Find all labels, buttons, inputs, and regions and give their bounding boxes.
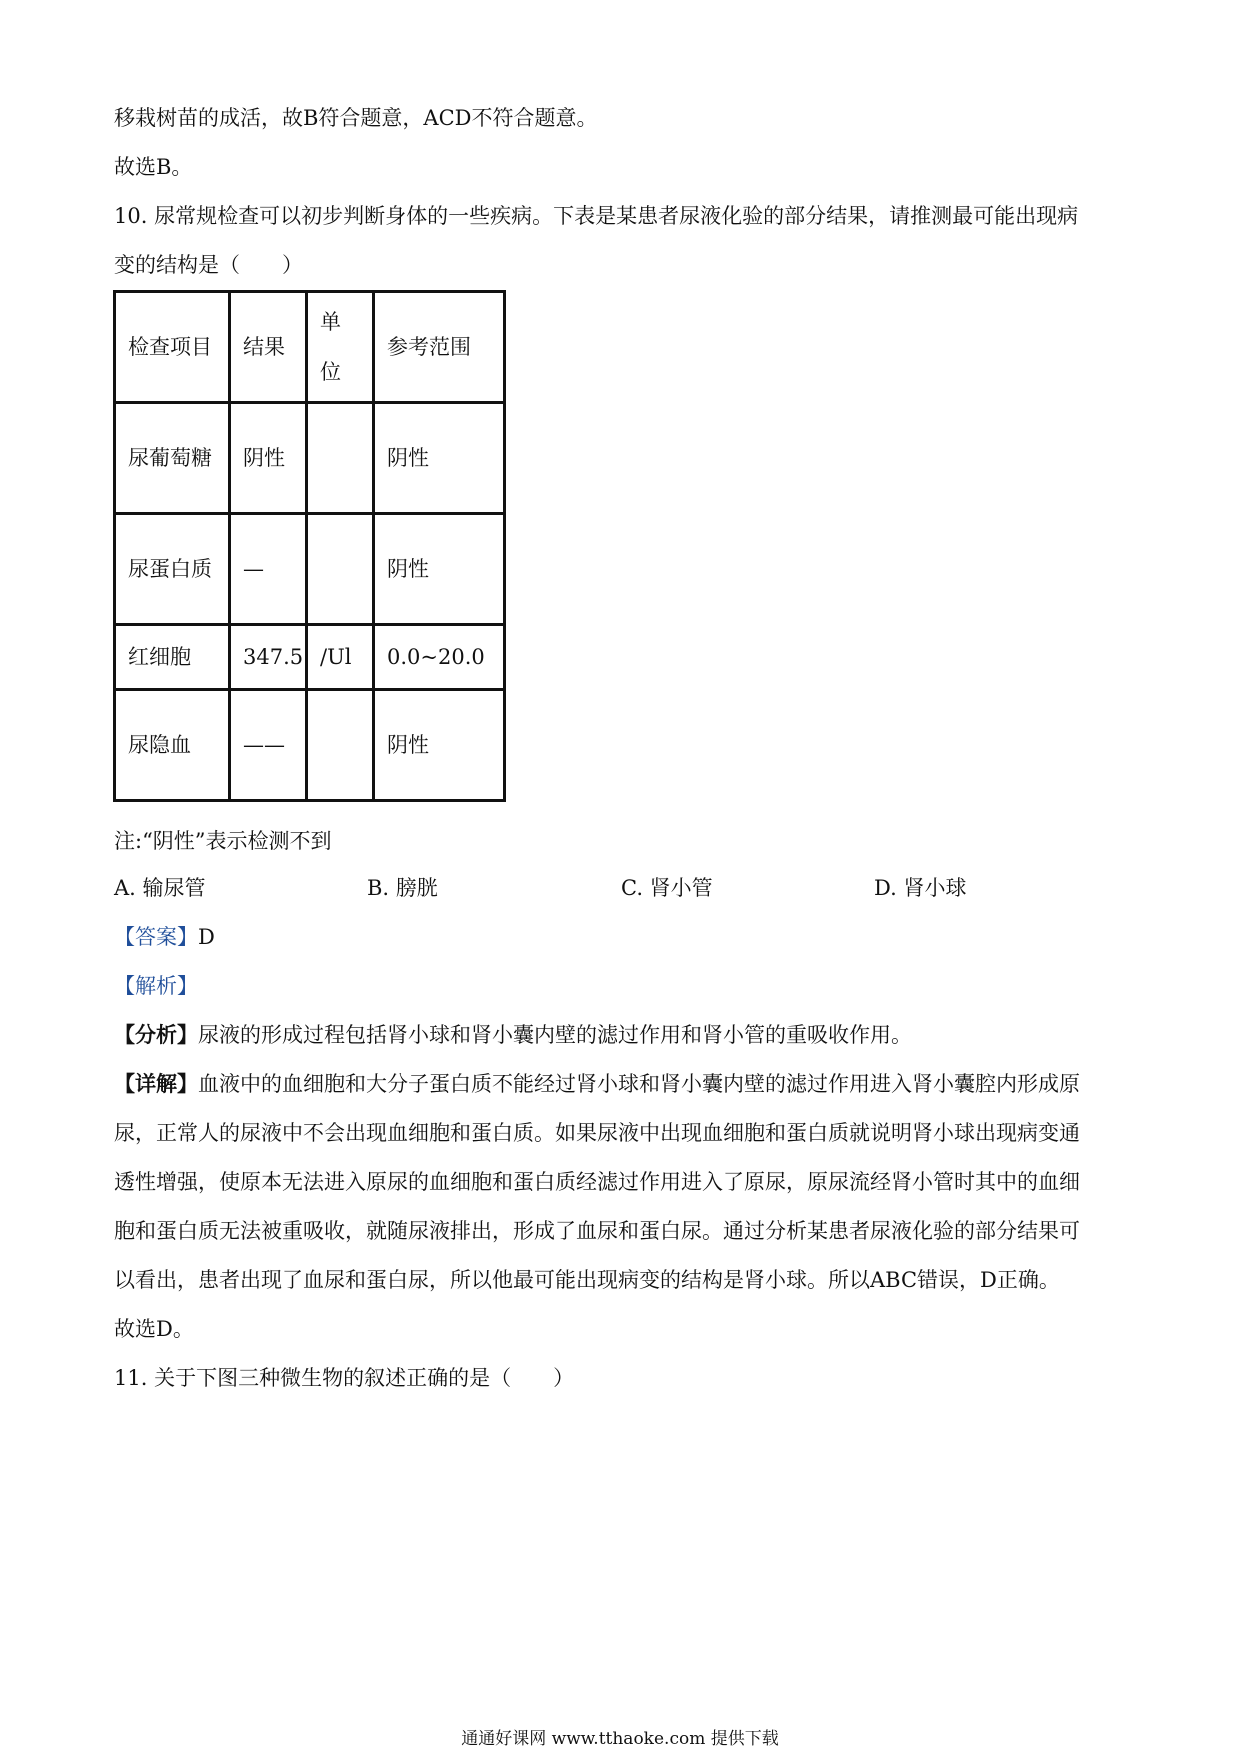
conclusion: 故选D。 xyxy=(114,1317,194,1341)
answer-options xyxy=(114,873,1114,903)
table-cell xyxy=(307,403,374,514)
table-cell: 0.0~20.0 xyxy=(374,625,505,690)
answer-label: 【答案】 xyxy=(114,925,198,949)
analysis-label: 【分析】 xyxy=(114,1022,198,1047)
table-cell xyxy=(307,690,374,801)
question-10-stem: 10. 尿常规检查可以初步判断身体的一些疾病。下表是某患者尿液化验的部分结果，请推测最可能出现病 xyxy=(114,204,1079,228)
detail-line: 尿，正常人的尿液中不会出现血细胞和蛋白质。如果尿液中出现血细胞和蛋白质就说明肾小球出现病变通 xyxy=(114,1121,1080,1145)
table-cell: 347.5 xyxy=(230,625,307,690)
analysis-line xyxy=(114,1020,912,1050)
answer-value: D xyxy=(198,925,215,949)
table-header-cell: 检查项目 xyxy=(115,292,230,403)
question-10-stem-cont: 变的结构是（ ） xyxy=(114,253,303,277)
table-header-cell: 参考范围 xyxy=(374,292,505,403)
table-row xyxy=(115,625,505,690)
option-a: A. 输尿管 xyxy=(114,876,206,900)
table-cell: 尿隐血 xyxy=(115,690,230,801)
table-note: 注:“阴性”表示检测不到 xyxy=(114,829,332,853)
page-footer: 通通好课网 www.tthaoke.com 提供下载 xyxy=(461,1729,779,1749)
question-11-stem: 11. 关于下图三种微生物的叙述正确的是（ ） xyxy=(114,1366,575,1390)
table-row xyxy=(115,514,505,625)
table-cell: 阴性 xyxy=(374,514,505,625)
text-line: 故选B。 xyxy=(114,155,193,179)
detail-label: 【详解】 xyxy=(114,1071,198,1096)
option-c: C. 肾小管 xyxy=(621,876,713,900)
table-row xyxy=(115,690,505,801)
table-cell: 尿蛋白质 xyxy=(115,514,230,625)
table-cell: 阴性 xyxy=(230,403,307,514)
analysis-heading: 【解析】 xyxy=(114,974,198,998)
table-cell: 尿葡萄糖 xyxy=(115,403,230,514)
urinalysis-table xyxy=(113,290,506,802)
detail-line: 以看出，患者出现了血尿和蛋白尿，所以他最可能出现病变的结构是肾小球。所以ABC错误，D正确。 xyxy=(114,1268,1060,1292)
text-line: 移栽树苗的成活，故B符合题意，ACD不符合题意。 xyxy=(114,106,598,130)
table-cell: 阴性 xyxy=(374,690,505,801)
detail-text: 血液中的血细胞和大分子蛋白质不能经过肾小球和肾小囊内壁的滤过作用进入肾小囊腔内形成原 xyxy=(198,1072,1080,1096)
table-cell: 阴性 xyxy=(374,403,505,514)
detail-line: 胞和蛋白质无法被重吸收，就随尿液排出，形成了血尿和蛋白尿。通过分析某患者尿液化验的部分结果可 xyxy=(114,1219,1080,1243)
option-d: D. 肾小球 xyxy=(874,876,967,900)
table-row xyxy=(115,403,505,514)
detail-line xyxy=(114,1069,1080,1099)
table-header-cell xyxy=(307,292,374,403)
table-header-row xyxy=(115,292,505,403)
detail-line: 透性增强，使原本无法进入原尿的血细胞和蛋白质经滤过作用进入了原尿，原尿流经肾小管时其中的血细 xyxy=(114,1170,1080,1194)
table-header-cell: 结果 xyxy=(230,292,307,403)
unit-header-text: 单位 xyxy=(320,310,341,384)
analysis-text: 尿液的形成过程包括肾小球和肾小囊内壁的滤过作用和肾小管的重吸收作用。 xyxy=(198,1023,912,1047)
option-b: B. 膀胱 xyxy=(367,876,438,900)
table-cell: 红细胞 xyxy=(115,625,230,690)
table-cell xyxy=(307,514,374,625)
table-cell: — xyxy=(230,514,307,625)
table-cell: —— xyxy=(230,690,307,801)
table-cell: /Ul xyxy=(307,625,374,690)
answer-line xyxy=(114,922,215,952)
